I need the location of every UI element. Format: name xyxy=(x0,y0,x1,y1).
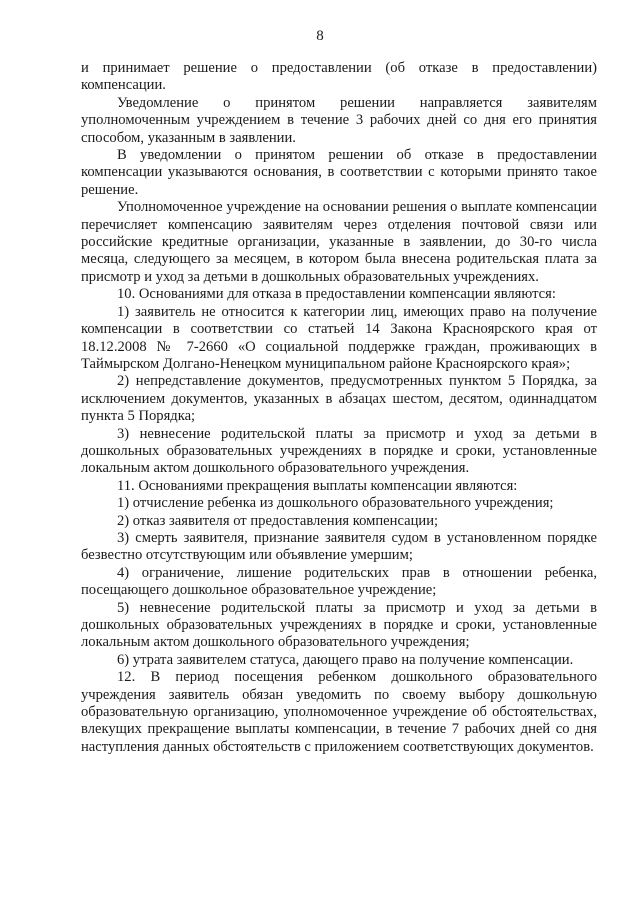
document-body xyxy=(81,60,597,756)
paragraph: 12. В период посещения ребенком дошкольного образовательного учреждения заявитель обязан уведомить по своему выбору дошкольную образовательную организацию, уполномоченное учреждение об обстоятельствах, влекущих прекращение выплаты компенсации, в течение 7 рабочих дней со дня наступления данных обстоятельств с приложением соответствующих документов. xyxy=(81,669,597,755)
paragraph: 5) невнесение родительской платы за присмотр и уход за детьми в дошкольных образовательных учреждениях в порядке и сроки, установленные локальным актом дошкольного образовательного учреждения; xyxy=(81,599,597,651)
paragraph: 6) утрата заявителем статуса, дающего право на получение компенсации. xyxy=(117,651,574,668)
paragraph: Уполномоченное учреждение на основании решения о выплате компенсации перечисляет компенсацию заявителям через отделения почтовой связи или российские кредитные организации, указанные в заявлении, до 30-го числа месяца, следующего за месяцем, в котором была внесена родительская плата за присмотр и уход за детьми в дошкольных образовательных учреждениях. xyxy=(81,199,597,285)
paragraph: 3) невнесение родительской платы за присмотр и уход за детьми в дошкольных образовательных учреждениях в порядке и сроки, установленные локальным актом дошкольного образовательного учреждения. xyxy=(81,425,597,477)
paragraph: и принимает решение о предоставлении (об отказе в предоставлении) компенсации. xyxy=(81,60,597,94)
paragraph: Уведомление о принятом решении направляется заявителям уполномоченным учреждением в течение 3 рабочих дней со дня его принятия способом, указанным в заявлении. xyxy=(81,94,597,146)
paragraph: 1) заявитель не относится к категории лиц, имеющих право на получение компенсации в соответствии со статьей 14 Закона Красноярского края от 18.12.2008 № 7-2660 «О социальной поддержке граждан, проживающих в Таймырском Долгано-Ненецком муниципальном районе Красноярского края»; xyxy=(81,303,597,372)
paragraph: 1) отчисление ребенка из дошкольного образовательного учреждения; xyxy=(117,495,554,512)
paragraph: В уведомлении о принятом решении об отказе в предоставлении компенсации указываются основания, в соответствии с которыми принято такое решение. xyxy=(81,147,597,198)
paragraph: 2) непредставление документов, предусмотренных пунктом 5 Порядка, за исключением документов, указанных в абзацах шестом, десятом, одиннадцатом пункта 5 Порядка; xyxy=(81,373,597,425)
page-number: 8 xyxy=(316,28,324,44)
paragraph: 10. Основаниями для отказа в предоставлении компенсации являются: xyxy=(117,286,556,303)
paragraph: 4) ограничение, лишение родительских прав в отношении ребенка, посещающего дошкольное образовательное учреждение; xyxy=(81,564,597,599)
paragraph: 2) отказ заявителя от предоставления компенсации; xyxy=(117,512,439,529)
paragraph: 3) смерть заявителя, признание заявителя судом в установленном порядке безвестно отсутствующим или объявление умершим; xyxy=(81,529,597,564)
paragraph: 11. Основаниями прекращения выплаты компенсации являются: xyxy=(117,477,518,494)
